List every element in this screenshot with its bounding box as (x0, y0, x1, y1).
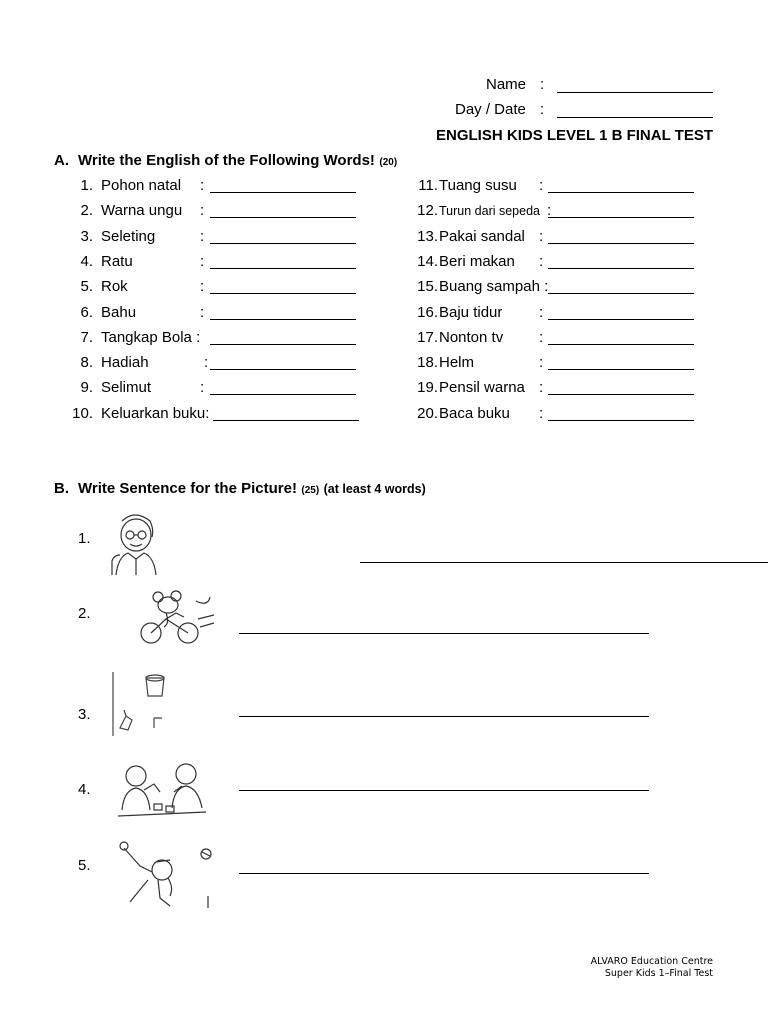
date-answer-line[interactable] (557, 117, 713, 118)
sentence-answer-line[interactable] (239, 873, 649, 874)
vocab-answer-line[interactable] (210, 268, 356, 269)
vocab-answer-line[interactable] (548, 217, 694, 218)
vocab-word: Baca buku (439, 404, 510, 422)
section-a-letter: A. (54, 152, 69, 169)
vocab-colon: : (539, 354, 544, 372)
vocab-number: 5. (80, 278, 93, 296)
vocab-colon: : (200, 379, 205, 397)
section-b-heading-text: Write Sentence for the Picture! (78, 480, 297, 497)
test-title: ENGLISH KIDS LEVEL 1 B FINAL TEST (436, 127, 713, 144)
vocab-word: Ratu (101, 252, 133, 270)
vocab-number: 8. (80, 354, 93, 372)
vocab-answer-line[interactable] (210, 394, 356, 395)
sentence-answer-line[interactable] (360, 562, 768, 563)
vocab-number: 1. (80, 177, 93, 194)
vocab-colon: : (539, 303, 544, 321)
vocab-word: Rok (101, 278, 128, 296)
name-label: Name (486, 76, 527, 93)
old-man-with-glasses-picture (108, 511, 162, 577)
vocab-answer-line[interactable] (548, 319, 694, 320)
section-a-heading-text: Write the English of the Following Words! (78, 152, 375, 169)
vocab-answer-line[interactable] (210, 369, 356, 370)
boy-catching-ball-picture (118, 840, 214, 910)
vocab-colon: : (539, 252, 544, 270)
vocab-colon: : (200, 177, 205, 194)
vocab-number: 3. (80, 227, 93, 245)
vocab-word: Pakai sandal (439, 227, 525, 245)
section-a-points: (20) (379, 157, 398, 168)
kids-playing-cards-picture (114, 760, 210, 822)
section-b-points: (25) (301, 485, 320, 496)
sentence-answer-line[interactable] (239, 716, 649, 717)
vocab-answer-line[interactable] (548, 369, 694, 370)
vocab-word: Helm (439, 354, 475, 372)
vocab-word: Beri makan (439, 252, 515, 270)
vocab-number: 12. (417, 202, 438, 220)
vocab-word: Baju tidur (439, 303, 503, 321)
vocab-number: 20. (417, 404, 438, 422)
vocab-colon: : (200, 252, 205, 270)
mouse-riding-bicycle-picture (136, 589, 216, 647)
vocab-colon: : (547, 202, 552, 220)
vocab-number: 17. (417, 328, 438, 346)
name-colon: : (540, 76, 545, 93)
vocab-word: Seleting (101, 227, 156, 245)
vocab-number: 9. (80, 379, 93, 397)
vocab-answer-line[interactable] (210, 192, 356, 193)
footer (480, 956, 713, 980)
vocab-number: 2. (80, 202, 93, 220)
vocab-word: Hadiah (101, 354, 149, 372)
section-b-letter: B. (54, 480, 69, 497)
vocab-word: Keluarkan buku: (101, 404, 210, 422)
vocab-colon: : (539, 404, 544, 422)
vocab-word: Tuang susu (439, 177, 517, 194)
date-label: Day / Date (455, 101, 526, 118)
sentence-answer-line[interactable] (239, 633, 649, 634)
picture-item-number: 1. (78, 530, 91, 547)
vocab-answer-line[interactable] (213, 420, 359, 421)
picture-item-number: 3. (78, 706, 91, 723)
section-b-heading (78, 480, 426, 498)
footer-line-2: Super Kids 1–Final Test (604, 968, 713, 979)
vocab-colon: : (200, 227, 205, 245)
vocab-word: Tangkap Bola : (101, 328, 201, 346)
vocab-answer-line[interactable] (210, 293, 356, 294)
footer-line-1: ALVARO Education Centre (590, 956, 713, 967)
vocab-number: 10. (72, 404, 93, 422)
vocab-word: Turun dari sepeda (439, 204, 540, 219)
vocab-number: 6. (80, 303, 93, 321)
vocab-colon: : (200, 278, 205, 296)
vocab-number: 16. (417, 303, 438, 321)
vocab-word: Selimut (101, 379, 152, 397)
picture-item-number: 5. (78, 857, 91, 874)
vocab-number: 14. (417, 252, 438, 270)
vocab-colon: : (539, 177, 544, 194)
vocab-number: 11. (418, 177, 438, 194)
vocab-word: Nonton tv (439, 328, 504, 346)
vocab-colon: : (539, 379, 544, 397)
picture-item-number: 4. (78, 781, 91, 798)
vocab-word: Warna ungu (101, 202, 183, 220)
vocab-answer-line[interactable] (210, 344, 356, 345)
vocab-answer-line[interactable] (548, 420, 694, 421)
vocab-colon: : (539, 227, 544, 245)
vocab-number: 13. (417, 227, 438, 245)
vocab-number: 7. (80, 328, 93, 346)
date-colon: : (540, 101, 545, 118)
vocab-colon: : (204, 354, 209, 372)
vocab-number: 18. (417, 354, 438, 372)
vocab-answer-line[interactable] (548, 192, 694, 193)
vocab-number: 15. (417, 278, 438, 296)
vocab-answer-line[interactable] (210, 217, 356, 218)
vocab-word: Buang sampah : (439, 278, 549, 296)
name-answer-line[interactable] (557, 92, 713, 93)
vocab-word: Bahu (101, 303, 137, 321)
vocab-answer-line[interactable] (210, 243, 356, 244)
vocab-answer-line[interactable] (548, 394, 694, 395)
vocab-answer-line[interactable] (548, 293, 694, 294)
vocab-colon: : (539, 328, 544, 346)
vocab-number: 19. (417, 379, 438, 397)
vocab-answer-line[interactable] (548, 268, 694, 269)
vocab-answer-line[interactable] (548, 243, 694, 244)
vocab-colon: : (200, 202, 205, 220)
section-b-note: (at least 4 words) (323, 482, 426, 496)
section-a-heading (78, 152, 397, 170)
vocab-colon: : (200, 303, 205, 321)
vocab-word: Pensil warna (439, 379, 525, 397)
picture-item-number: 2. (78, 605, 91, 622)
vocab-answer-line[interactable] (210, 319, 356, 320)
sentence-answer-line[interactable] (239, 790, 649, 791)
vocab-word: Pohon natal (101, 177, 182, 194)
hand-and-cup-picture (110, 666, 172, 738)
vocab-answer-line[interactable] (548, 344, 694, 345)
vocab-number: 4. (80, 252, 93, 270)
